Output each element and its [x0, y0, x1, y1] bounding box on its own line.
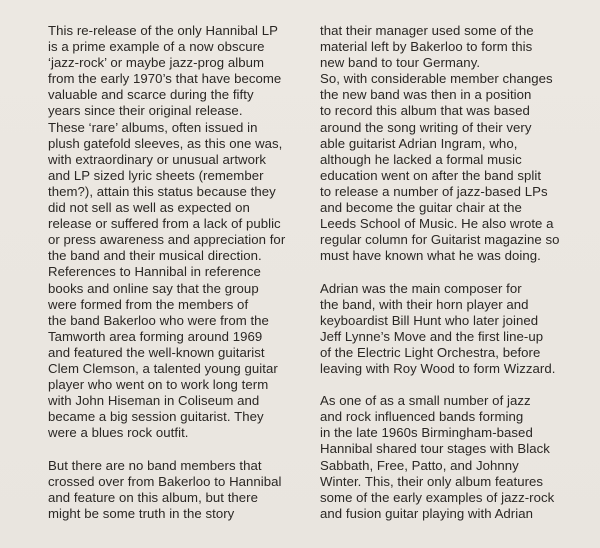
paragraph — [320, 23, 582, 264]
paragraph — [48, 458, 298, 522]
paragraph-gap — [320, 264, 582, 280]
text-line: and featured the well-known guitarist — [48, 344, 265, 360]
text-line: Tamworth area forming around 1969 — [48, 328, 263, 344]
left-column — [48, 23, 298, 522]
text-line: Clem Clemson, a talented young guitar — [48, 360, 278, 376]
text-line: of the Electric Light Orchestra, before — [320, 344, 541, 360]
text-line: were formed from the members of — [48, 296, 249, 312]
text-line: These ‘rare’ albums, often issued in — [48, 119, 258, 135]
text-line: and fusion guitar playing with Adrian — [320, 505, 533, 521]
text-line: But there are no band members that — [48, 457, 262, 473]
text-line: must have known what he was doing. — [320, 248, 541, 264]
text-line: leaving with Roy Wood to form Wizzard. — [320, 360, 556, 376]
text-line: Hannibal shared tour stages with Black — [320, 441, 550, 457]
text-line: that their manager used some of the — [320, 23, 534, 38]
text-line: ‘jazz-rock’ or maybe jazz-prog album — [48, 55, 265, 71]
text-line: in the late 1960s Birmingham-based — [320, 425, 533, 441]
text-line: and feature on this album, but there — [48, 489, 259, 505]
paragraph — [48, 23, 298, 441]
text-line: some of the early examples of jazz-rock — [320, 489, 555, 505]
text-line: although he lacked a formal music — [320, 151, 522, 167]
text-line: release or suffered from a lack of public — [48, 216, 281, 232]
text-line: education went on after the band split — [320, 167, 542, 183]
text-line: Leeds School of Music. He also wrote a — [320, 216, 554, 232]
text-line: became a big session guitarist. They — [48, 409, 264, 425]
text-line: with extraordinary or unusual artwork — [48, 151, 267, 167]
text-line: player who went on to work long term — [48, 377, 269, 393]
text-line: Sabbath, Free, Patto, and Johnny — [320, 457, 519, 473]
text-line: So, with considerable member changes — [320, 71, 553, 87]
right-column — [320, 23, 582, 522]
text-line: with John Hiseman in Coliseum and — [48, 393, 260, 409]
text-line: is a prime example of a now obscure — [48, 39, 265, 55]
text-line: to release a number of jazz-based LPs — [320, 183, 548, 199]
text-line: As one of as a small number of jazz — [320, 393, 531, 409]
text-line: material left by Bakerloo to form this — [320, 39, 533, 55]
text-line: and rock influenced bands forming — [320, 409, 524, 425]
text-line: them?), attain this status because they — [48, 183, 276, 199]
text-line: regular column for Guitarist magazine so — [320, 232, 560, 248]
paragraph-gap — [320, 377, 582, 393]
text-line: or press awareness and appreciation for — [48, 232, 286, 248]
text-line: plush gatefold sleeves, as this one was, — [48, 135, 283, 151]
text-line: and LP sized lyric sheets (remember — [48, 167, 264, 183]
text-line: books and online say that the group — [48, 280, 259, 296]
text-line: from the early 1970’s that have become — [48, 71, 282, 87]
text-line: might be some truth in the story — [48, 505, 235, 521]
text-line: to record this album that was based — [320, 103, 530, 119]
text-line: the band, with their horn player and — [320, 296, 529, 312]
text-line: the new band was then in a position — [320, 87, 532, 103]
text-line: did not sell as well as expected on — [48, 200, 250, 216]
text-line: and become the guitar chair at the — [320, 200, 522, 216]
text-line: keyboardist Bill Hunt who later joined — [320, 312, 539, 328]
text-line: crossed over from Bakerloo to Hannibal — [48, 473, 282, 489]
text-line: the band and their musical direction. — [48, 248, 262, 264]
text-line: able guitarist Adrian Ingram, who, — [320, 135, 518, 151]
text-line: Jeff Lynne’s Move and the first line-up — [320, 328, 544, 344]
text-line: the band Bakerloo who were from the — [48, 312, 269, 328]
text-line: were a blues rock outfit. — [48, 425, 189, 441]
text-line: Adrian was the main composer for — [320, 280, 522, 296]
paragraph — [320, 281, 582, 378]
text-line: years since their original release. — [48, 103, 243, 119]
text-line: References to Hannibal in reference — [48, 264, 261, 280]
paragraph-gap — [48, 441, 298, 457]
paragraph — [320, 393, 582, 522]
text-line: new band to tour Germany. — [320, 55, 481, 71]
text-line: Winter. This, their only album features — [320, 473, 544, 489]
text-line: valuable and scarce during the fifty — [48, 87, 254, 103]
text-line: This re-release of the only Hannibal LP — [48, 23, 278, 38]
text-line: around the song writing of their very — [320, 119, 532, 135]
